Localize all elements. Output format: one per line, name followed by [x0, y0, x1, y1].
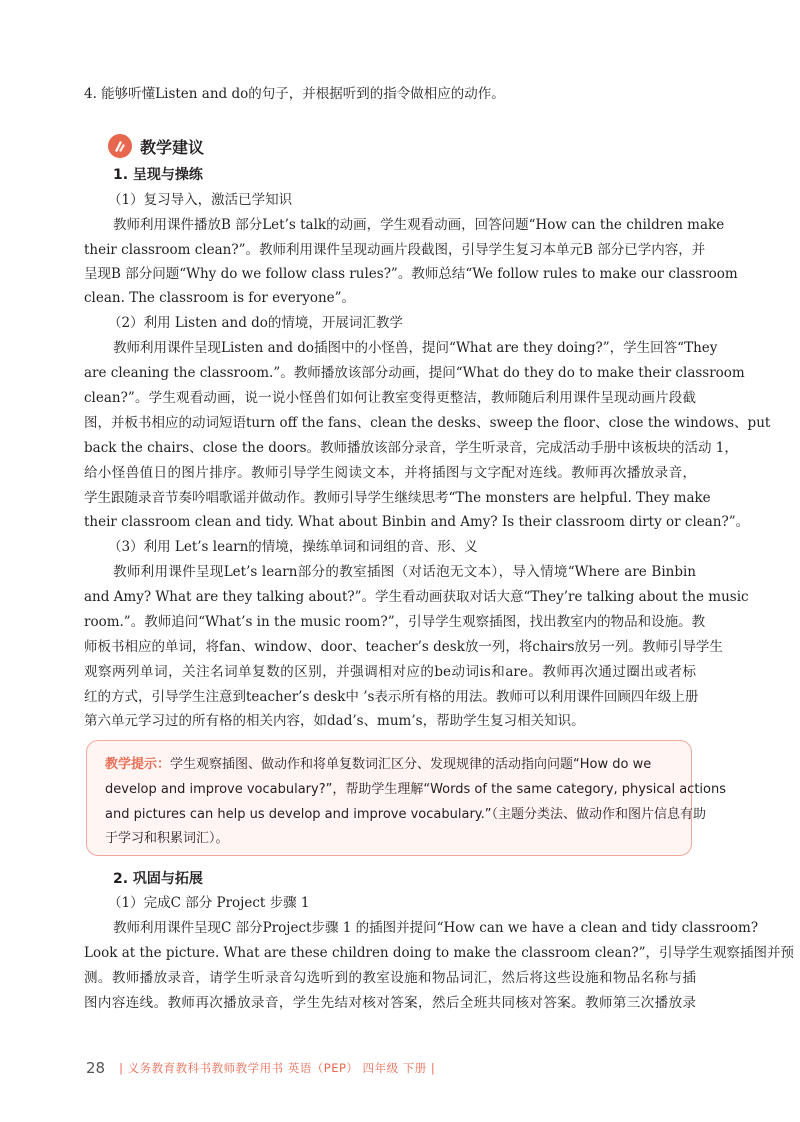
tip-line: 于学习和积累词汇）。: [105, 831, 229, 846]
tip-line: develop and improve vocabulary?”，帮助学生理解“Words of the same category, physical actions: [105, 782, 726, 797]
heading-title: 教学建议: [140, 137, 205, 157]
paragraph-line: clean?”。学生观看动画，说一说小怪兽们如何让教室变得更整洁，教师随后利用课件呈现动画片段截: [84, 390, 696, 406]
tip-line: and pictures can help us develop and improve vocabulary.”（主题分类法、做动作和图片信息有助: [105, 807, 706, 822]
paragraph-line: 给小怪兽值日的图片排序。教师引导学生阅读文本，并将插图与文字配对连线。教师再次播放录音，: [84, 465, 696, 481]
section-1-sub-1-title: （1）复习导入，激活已学知识: [108, 192, 293, 208]
paragraph-line: 呈现B 部分问题“Why do we follow class rules?”。教师总结“We follow rules to make our classroom: [84, 266, 738, 282]
section-1-sub-2-title: （2）利用 Listen and do的情境，开展词汇教学: [108, 315, 403, 331]
paragraph-line: their classroom clean?”。教师利用课件呈现动画片段截图，引导学生复习本单元B 部分已学内容，并: [84, 242, 706, 258]
section-1-title: 1. 呈现与操练: [113, 167, 203, 183]
paragraph-line: 教师利用课件呈现C 部分Project步骤 1 的插图并提问“How can we have a clean and tidy classroom?: [113, 920, 759, 936]
paragraph-line: their classroom clean and tidy. What about Binbin and Amy? Is their classroom dirty or clean?”。: [84, 514, 750, 530]
paragraph-line: room.”。教师追问“What’s in the music room?”，引导学生观察插图，找出教室内的物品和设施。教: [84, 614, 706, 630]
paragraph-line: 教师利用课件播放B 部分Let’s talk的动画，学生观看动画，回答问题“How can the children make: [113, 217, 725, 233]
paragraph-line: 师板书相应的单词，将fan、window、door、teacher’s desk放一列，将chairs放另一列。教师引导学生: [84, 639, 723, 655]
pen-nib-icon: [108, 134, 132, 158]
paragraph-line: 观察两列单词，关注名词单复数的区别，并强调相对应的be动词is和are。教师再次通过圈出或者标: [84, 664, 696, 680]
book-title: | 义务教育教科书教师教学用书 英语（PEP） 四年级 下册 |: [119, 1061, 436, 1075]
paragraph-line: back the chairs、close the doors。教师播放该部分录音，学生听录音，完成活动手册中该板块的活动 1，: [84, 440, 738, 456]
paragraph-line: 教师利用课件呈现Listen and do插图中的小怪兽，提问“What are they doing?”，学生回答“They: [113, 340, 718, 356]
paragraph-line: 红的方式，引导学生注意到teacher’s desk中 ’s表示所有格的用法。教师可以利用课件回顾四年级上册: [84, 689, 699, 705]
objective-item-4: 4. 能够听懂Listen and do的句子，并根据听到的指令做相应的动作。: [84, 86, 505, 102]
section-2-sub-1-title: （1）完成C 部分 Project 步骤 1: [108, 895, 310, 911]
paragraph-line: 第六单元学习过的所有格的相关内容，如dad’s、mum’s，帮助学生复习相关知识。: [84, 713, 585, 729]
teaching-tip-box: [86, 740, 726, 856]
section-1-sub-3-title: （3）利用 Let’s learn的情境，操练单词和词组的音、形、义: [108, 539, 478, 555]
paragraph-line: 学生跟随录音节奏吟唱歌谣并做动作。教师引导学生继续思考“The monsters are helpful. They make: [84, 490, 711, 506]
tip-text: 学生观察插图、做动作和将单复数词汇区分、发现规律的活动指向问题“How do we: [170, 757, 652, 772]
paragraph-line: 图，并板书相应的动词短语turn off the fans、clean the desks、sweep the floor、close the windows、put: [84, 415, 771, 431]
tip-line: [105, 753, 675, 777]
paragraph-line: 教师利用课件呈现Let’s learn部分的教室插图（对话泡无文本），导入情境“Where are Binbin: [113, 564, 696, 580]
paragraph-line: Look at the picture. What are these children doing to make the classroom clean?”，引导学生观察插图并预: [84, 945, 795, 961]
page-number: 28: [86, 1059, 106, 1077]
paragraph-line: clean. The classroom is for everyone”。: [84, 290, 356, 306]
page-footer: [86, 1058, 435, 1078]
teaching-suggestions-heading: [108, 133, 204, 159]
paragraph-line: and Amy? What are they talking about?”。学生看动画获取对话大意“They’re talking about the music: [84, 589, 749, 605]
paragraph-line: 测。教师播放录音，请学生听录音勾选听到的教室设施和物品词汇，然后将这些设施和物品名称与插: [84, 970, 696, 986]
paragraph-line: 图内容连线。教师再次播放录音，学生先结对核对答案，然后全班共同核对答案。教师第三次播放录: [84, 995, 696, 1011]
section-2-title: 2. 巩固与拓展: [113, 871, 203, 887]
paragraph-line: are cleaning the classroom.”。教师播放该部分动画，提问“What do they do to make their classroom: [84, 365, 745, 381]
tip-label: 教学提示：: [105, 757, 171, 772]
